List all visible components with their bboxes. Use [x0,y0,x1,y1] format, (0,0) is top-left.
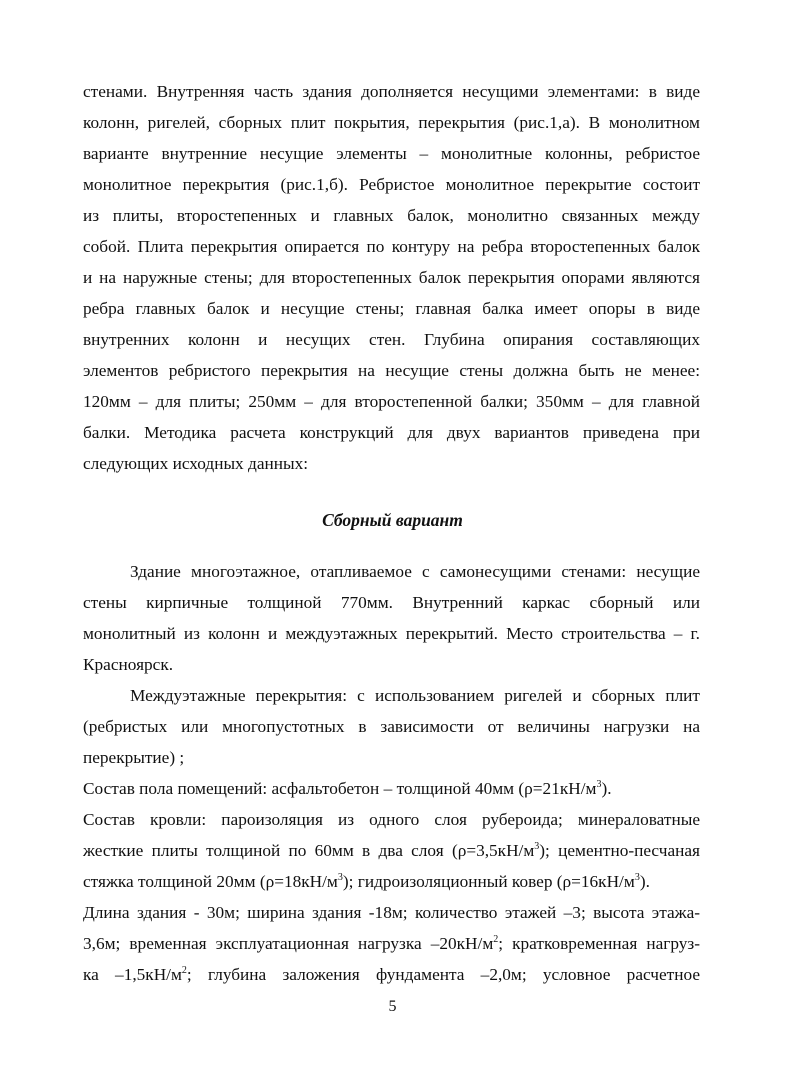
text-line [83,649,700,680]
text-segment: стенами. Внутренняя часть здания дополняется несущими элементами: в виде [83,82,700,101]
text-segment: балки. Методика расчета конструкций для двух вариантов приведена при [83,423,700,442]
text-line [83,231,700,262]
text-line [83,711,700,742]
text-segment: варианте внутренние несущие элементы – монолитные колонны, ребристое [83,144,700,163]
superscript: 3 [534,841,540,852]
text-line [83,773,700,804]
text-line [83,959,700,990]
text-line [83,866,700,897]
text-line [83,324,700,355]
text-line [83,200,700,231]
text-segment: ). [601,779,612,798]
text-line [83,618,700,649]
text-line [83,448,700,479]
text-segment: перекрытие) ; [83,748,185,767]
text-segment: Красноярск. [83,655,174,674]
superscript: 3 [337,872,343,883]
text-segment: монолитный из колонн и междуэтажных перекрытий. Место строительства – г. [83,624,700,643]
superscript: 3 [596,779,602,790]
text-line [83,742,700,773]
text-line [83,293,700,324]
text-segment: стены кирпичные толщиной 770мм. Внутренний каркас сборный или [83,593,700,612]
text-segment: (ребристых или многопустотных в зависимости от величины нагрузки на [83,717,700,736]
text-line [83,386,700,417]
text-line [83,138,700,169]
text-segment: ; глубина заложения фундамента –2,0м; условное расчетное [186,965,700,984]
text-line [83,556,700,587]
text-segment: жесткие плиты толщиной по 60мм в два слоя (ρ=3,5кН/м [83,841,535,860]
paragraph-intro [83,76,700,479]
text-line [83,897,700,928]
text-line [83,76,700,107]
text-line [83,107,700,138]
text-segment: следующих исходных данных: [83,454,309,473]
text-segment: Состав кровли: пароизоляция из одного слоя рубероида; минераловатные [83,810,700,829]
text-segment: Здание многоэтажное, отапливаемое с самонесущими стенами: несущие [130,562,700,581]
text-segment: ); цементно-песчаная [539,841,700,860]
section-heading: Сборный вариант [322,510,463,530]
text-segment: ; кратковременная нагруз- [498,934,700,953]
text-line [83,835,700,866]
paragraph-initial-data [83,556,700,990]
text-line [83,262,700,293]
text-line [83,680,700,711]
text-segment: 120мм – для плиты; 250мм – для второстепенной балки; 350мм – для главной [83,392,700,411]
text-line [83,587,700,618]
superscript: 3 [634,872,640,883]
text-segment: ); гидроизоляционный ковер (ρ=16кН/м [342,872,635,891]
text-segment: из плиты, второстепенных и главных балок, монолитно связанных между [83,206,700,225]
text-segment: и на наружные стены; для второстепенных балок перекрытия опорами являются [83,268,700,287]
text-segment: Междуэтажные перекрытия: с использованием ригелей и сборных плит [130,686,700,705]
superscript: 2 [181,965,187,976]
text-segment: собой. Плита перекрытия опирается по контуру на ребра второстепенных балок [83,237,700,256]
text-segment: Состав пола помещений: асфальтобетон – толщиной 40мм (ρ=21кН/м [83,779,597,798]
text-segment: монолитное перекрытия (рис.1,б). Ребристое монолитное перекрытие состоит [83,175,700,194]
text-segment: внутренних колонн и несущих стен. Глубина опирания составляющих [83,330,700,349]
text-line [83,804,700,835]
text-segment: стяжка толщиной 20мм (ρ=18кН/м [83,872,338,891]
superscript: 2 [493,934,499,945]
text-line [83,928,700,959]
text-segment: ). [639,872,650,891]
text-line [83,169,700,200]
text-segment: Длина здания - 30м; ширина здания -18м; количество этажей –3; высота этажа- [83,903,700,922]
text-segment: ребра главных балок и несущие стены; главная балка имеет опоры в виде [83,299,700,318]
text-segment: элементов ребристого перекрытия на несущие стены должна быть не менее: [83,361,700,380]
text-line [83,355,700,386]
text-segment: колонн, ригелей, сборных плит покрытия, перекрытия (рис.1,а). В монолитном [83,113,700,132]
page-number: 5 [388,998,397,1015]
text-segment: ка –1,5кН/м [83,965,182,984]
text-line [83,417,700,448]
text-segment: 3,6м; временная эксплуатационная нагрузка –20кН/м [83,934,494,953]
